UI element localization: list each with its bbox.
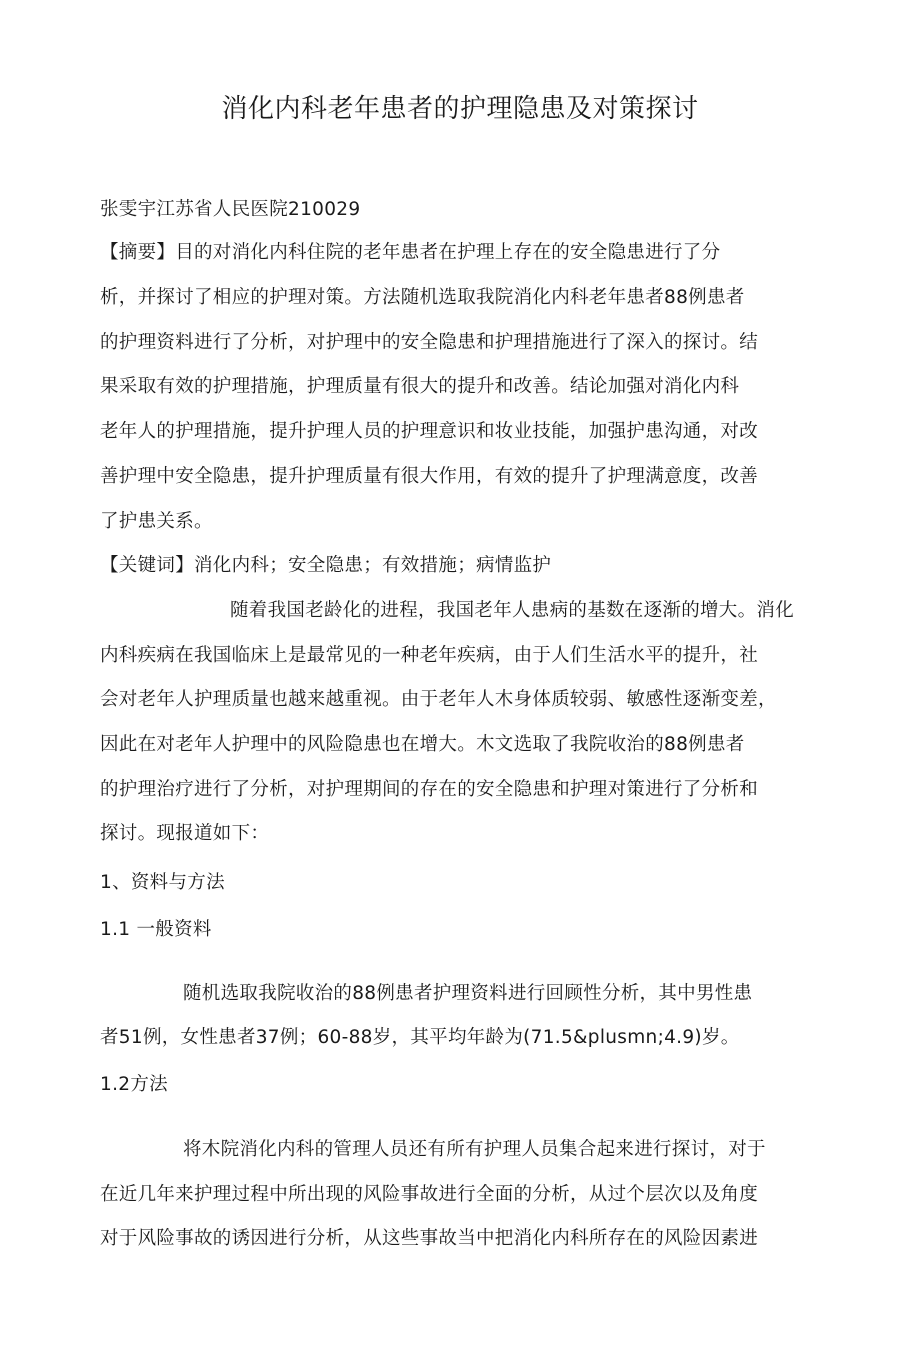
abstract-line: 果采取有效的护理措施，护理质量有很大的提升和改善。结论加强对消化内科 bbox=[100, 376, 740, 397]
document-title: 消化内科老年患者的护理隐患及对策探讨 bbox=[221, 94, 699, 124]
section-heading: 1、资料与方法 bbox=[100, 872, 225, 893]
paragraph-line: 随机选取我院收治的88例患者护理资料进行回顾性分析，其中男性患 bbox=[183, 983, 753, 1004]
abstract-line: 老年人的护理措施，提升护理人员的护理意识和妆业技能，加强护患沟通，对改 bbox=[100, 421, 759, 442]
abstract-line: 的护理资料进行了分析，对护理中的安全隐患和护理措施进行了深入的探讨。结 bbox=[100, 332, 759, 353]
intro-line: 会对老年人护理质量也越来越重视。由于老年人木身体质较弱、敏感性逐渐变差， bbox=[100, 689, 777, 710]
intro-line: 的护理治疗进行了分析，对护理期间的存在的安全隐患和护理对策进行了分析和 bbox=[100, 779, 759, 800]
paragraph-line: 对于风险事故的诱因进行分析，从这些事故当中把消化内科所存在的风险因素进 bbox=[100, 1228, 759, 1249]
intro-line: 内科疾病在我国临床上是最常见的一种老年疾病，由于人们生活水平的提升，社 bbox=[100, 645, 759, 666]
intro-line: 探讨。现报道如下： bbox=[100, 823, 270, 844]
abstract-line: 善护理中安全隐患，提升护理质量有很大作用，有效的提升了护理满意度，改善 bbox=[100, 466, 759, 487]
keywords-line: 【关键词】消化内科；安全隐患；有效措施；病情监护 bbox=[100, 555, 552, 576]
abstract-line: 【摘要】目的对消化内科住院的老年患者在护理上存在的安全隐患进行了分 bbox=[100, 242, 721, 263]
intro-line: 随着我国老龄化的进程，我国老年人患病的基数在逐渐的增大。消化 bbox=[230, 600, 795, 621]
author-line: 张雯宇江苏省人民医院210029 bbox=[100, 199, 361, 220]
abstract-line: 了护患关系。 bbox=[100, 511, 213, 532]
paragraph-line: 者51例，女性患者37例；60-88岁，其平均年龄为(71.5&plusmn;4.9)岁。 bbox=[100, 1027, 740, 1048]
abstract-line: 析，并探讨了相应的护理对策。方法随机选取我院消化内科老年患者88例患者 bbox=[100, 287, 745, 308]
intro-line: 因此在对老年人护理中的风险隐患也在增大。木文选取了我院收治的88例患者 bbox=[100, 734, 745, 755]
subsection-heading: 1.1 一般资料 bbox=[100, 919, 212, 940]
subsection-heading: 1.2方法 bbox=[100, 1074, 168, 1095]
paragraph-line: 在近几年来护理过程中所出现的风险事故进行全面的分析，从过个层次以及角度 bbox=[100, 1184, 759, 1205]
paragraph-line: 将木院消化内科的管理人员还有所有护理人员集合起来进行探讨，对于 bbox=[183, 1139, 766, 1160]
